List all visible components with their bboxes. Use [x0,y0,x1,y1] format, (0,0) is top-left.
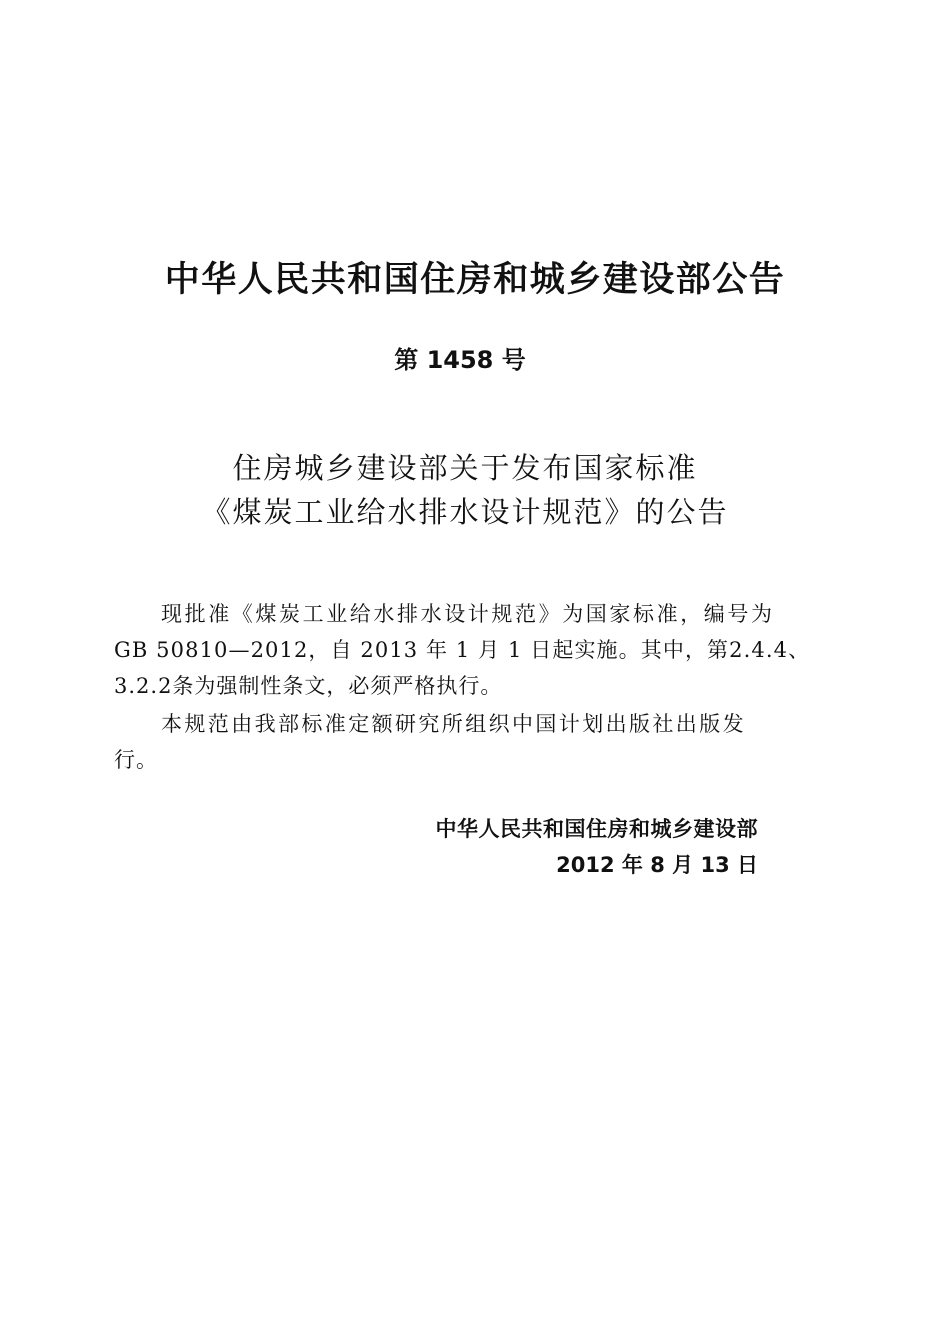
signature-date: 2012 年 8 月 13 日 [556,853,758,877]
subtitle-line-1: 住房城乡建设部关于发布国家标准 [232,451,698,485]
body-paragraph-2-line-2: 行。 [114,748,158,772]
announcement-title: 中华人民共和国住房和城乡建设部公告 [164,260,786,300]
subtitle-line-2: 《煤炭工业给水排水设计规范》的公告 [201,495,729,529]
body-paragraph-1-line-1: 现批准《煤炭工业给水排水设计规范》为国家标准，编号为 [161,602,775,626]
body-paragraph-1-line-3: 3.2.2条为强制性条文，必须严格执行。 [114,674,503,698]
body-paragraph-1-line-2: GB 50810—2012，自 2013 年 1 月 1 日起实施。其中，第2.4.4、 [114,638,811,662]
body-paragraph-2-line-1: 本规范由我部标准定额研究所组织中国计划出版社出版发 [161,712,746,736]
announcement-number: 第 1458 号 [394,346,526,374]
signature-organization: 中华人民共和国住房和城乡建设部 [435,817,758,841]
